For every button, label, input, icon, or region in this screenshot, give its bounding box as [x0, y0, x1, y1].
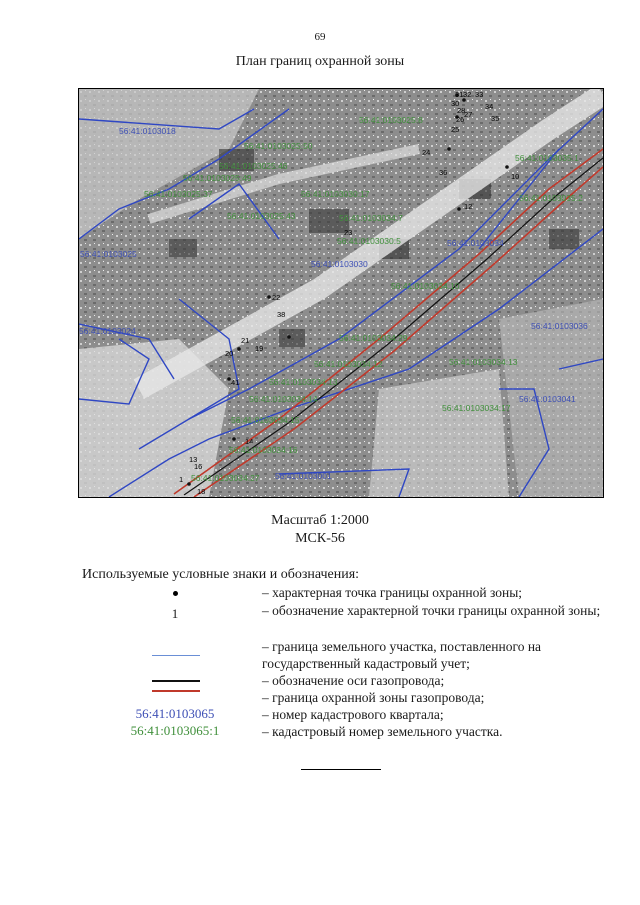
quarter-label: 56:41:0103030 [311, 259, 368, 269]
protection-zone-line-icon [152, 690, 200, 692]
page-number: 69 [314, 31, 326, 43]
point-number: 38 [277, 310, 286, 319]
quarter-label: 56:41:0103036 [531, 321, 588, 331]
point-number: 41 [231, 378, 240, 387]
point-number: 16 [194, 462, 203, 471]
quarter-label: 56:41:0103001 [275, 471, 332, 481]
point-number: 25 [451, 125, 460, 134]
point-number: 13 [189, 455, 198, 464]
plot-label: 56:41:0103034:17 [442, 403, 511, 413]
point-number: 27 [464, 110, 473, 119]
point-number: 1 [179, 475, 184, 484]
plot-label: 56:41:0103034:13 [269, 377, 338, 387]
plot-label: 56:41:0103030:5 [337, 236, 401, 246]
quarter-label: 56:41:0103034 [447, 238, 504, 248]
plot-label: 56:41:0103034:7 [339, 213, 403, 223]
point-number: 12 [464, 202, 473, 211]
plot-label: 56:41:0103035:2 [519, 193, 583, 203]
point-number: 23 [344, 228, 353, 237]
point-number: 18 [197, 487, 206, 496]
plot-label: 56:41:0103025:8 [359, 115, 423, 125]
point-number: 21 [241, 336, 250, 345]
plot-label: 56:41:0103030:17 [301, 189, 370, 199]
plot-label: 56:41:0103034:27 [191, 473, 260, 483]
plot-label: 56:41:0103034:16 [229, 445, 298, 455]
scale-label: Масштаб 1:2000 [271, 513, 369, 528]
plot-label: 56:41:0103025:43 [227, 211, 296, 221]
legend-desc: – кадастровый номер земельного участка. [262, 724, 503, 739]
point-number: 14 [245, 437, 254, 446]
point-dot-icon [173, 591, 178, 596]
plot-label: 56:41:0103025:46 [219, 161, 288, 171]
legend-symbol-point-number: 1 [171, 606, 179, 621]
gas-axis-line-icon [152, 680, 200, 682]
end-rule [301, 769, 381, 770]
plot-label: 56:41:0103034:12 [314, 359, 383, 369]
point-number: 24 [422, 148, 431, 157]
legend-desc: – обозначение характерной точки границы охранной зоны; [262, 603, 601, 618]
point-number: 10 [511, 172, 520, 181]
point-number: 30 [451, 99, 460, 108]
plot-label: 56:41:0103034:14 [249, 394, 318, 404]
plot-label: 56:41:0103034:10 [391, 281, 460, 291]
legend-symbol-quarter: 56:41:0103065 [135, 706, 215, 721]
legend-row-plot [0, 723, 640, 743]
legend-row-point [0, 584, 640, 604]
point-number: 19 [255, 344, 264, 353]
plot-label: 56:41:0103034:29 [339, 333, 408, 343]
plot-label: 56:41:0103034:15 [231, 415, 300, 425]
point-number: 26 [456, 115, 465, 124]
plot-label: 56:41:0103025:50 [244, 141, 313, 151]
legend-symbol-plot: 56:41:0103065:1 [130, 723, 220, 738]
quarter-label: 56:41:0103025 [80, 249, 137, 259]
point-number: 35 [491, 114, 500, 123]
point-number: 20 [225, 349, 234, 358]
page-title: План границ охранной зоны [235, 54, 405, 69]
legend-desc: – граница охранной зоны газопровода; [262, 690, 485, 705]
scale-block [0, 512, 640, 548]
legend-heading: Используемые условные знаки и обозначения: [82, 567, 360, 582]
legend-desc: – номер кадастрового квартала; [262, 707, 444, 722]
parcel-border-line-icon [152, 655, 200, 656]
legend-row-point-number [0, 602, 640, 622]
plot-label: 56:41:0103025:37 [144, 189, 213, 199]
point-number: 32 [463, 90, 472, 99]
plot-label: 56:41:0103034:13 [449, 357, 518, 367]
point-number: 28 [457, 106, 466, 115]
quarter-label: 56:41:0103024 [79, 326, 136, 336]
quarter-label: 56:41:0103041 [519, 394, 576, 404]
point-number: 34 [485, 102, 494, 111]
point-number: 33 [475, 90, 484, 99]
legend-desc: – обозначение оси газопровода; [262, 673, 445, 688]
plot-label: 56:41:0103025:49 [183, 173, 252, 183]
point-number: 31 [455, 90, 464, 99]
legend-desc: – граница земельного участка, поставленного на государственный кадастровый учет; [262, 639, 542, 671]
quarter-label: 56:41:0103018 [119, 126, 176, 136]
point-number: 36 [439, 168, 448, 177]
point-number: 22 [272, 293, 281, 302]
crs-label: МСК-56 [295, 531, 345, 546]
legend-row-parcel [0, 638, 640, 671]
aerial-map [78, 88, 604, 498]
legend-symbol-point [120, 584, 230, 604]
plot-label: 56:41:0103035:1 [515, 153, 579, 163]
legend-desc: – характерная точка границы охранной зоны; [262, 585, 523, 600]
